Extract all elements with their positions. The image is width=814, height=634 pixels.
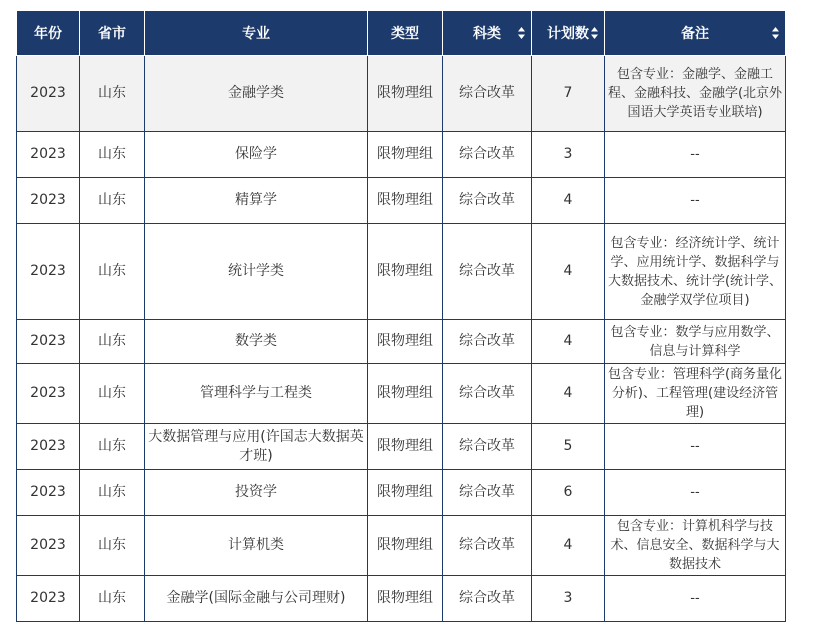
cell-province: 山东 xyxy=(80,224,145,320)
cell-category: 综合改革 xyxy=(443,132,532,178)
table-row xyxy=(17,178,786,224)
header-category-label: 科类 xyxy=(473,26,501,42)
cell-year: 2023 xyxy=(17,56,80,132)
cell-note: 包含专业：数学与应用数学、信息与计算科学 xyxy=(605,320,786,364)
cell-major: 投资学 xyxy=(145,470,368,516)
cell-province: 山东 xyxy=(80,424,145,470)
table-row xyxy=(17,224,786,320)
cell-type: 限物理组 xyxy=(368,576,443,622)
table-row xyxy=(17,470,786,516)
cell-province: 山东 xyxy=(80,178,145,224)
cell-note: 包含专业：计算机科学与技术、信息安全、数据科学与大数据技术 xyxy=(605,516,786,576)
cell-category: 综合改革 xyxy=(443,424,532,470)
cell-plan: 6 xyxy=(532,470,605,516)
header-plan[interactable] xyxy=(532,11,605,56)
cell-note: -- xyxy=(605,178,786,224)
cell-major: 计算机类 xyxy=(145,516,368,576)
cell-note: -- xyxy=(605,132,786,178)
cell-major: 精算学 xyxy=(145,178,368,224)
cell-type: 限物理组 xyxy=(368,56,443,132)
cell-type: 限物理组 xyxy=(368,364,443,424)
cell-major: 大数据管理与应用(许国志大数据英才班) xyxy=(145,424,368,470)
cell-year: 2023 xyxy=(17,132,80,178)
cell-year: 2023 xyxy=(17,424,80,470)
header-type-label: 类型 xyxy=(391,26,419,42)
cell-note: 包含专业：管理科学(商务量化分析)、工程管理(建设经济管理) xyxy=(605,364,786,424)
table-row xyxy=(17,424,786,470)
cell-note: 包含专业：金融学、金融工程、金融科技、金融学(北京外国语大学英语专业联培) xyxy=(605,56,786,132)
cell-type: 限物理组 xyxy=(368,470,443,516)
header-type xyxy=(368,11,443,56)
cell-type: 限物理组 xyxy=(368,516,443,576)
header-year-label: 年份 xyxy=(34,26,62,42)
cell-note: -- xyxy=(605,424,786,470)
cell-category: 综合改革 xyxy=(443,320,532,364)
header-plan-label: 计划数 xyxy=(547,26,589,42)
header-province xyxy=(80,11,145,56)
cell-major: 金融学类 xyxy=(145,56,368,132)
cell-type: 限物理组 xyxy=(368,178,443,224)
cell-plan: 4 xyxy=(532,224,605,320)
table-body xyxy=(17,56,786,622)
cell-year: 2023 xyxy=(17,516,80,576)
header-note-label: 备注 xyxy=(681,26,709,42)
cell-category: 综合改革 xyxy=(443,516,532,576)
cell-province: 山东 xyxy=(80,132,145,178)
sort-icon[interactable] xyxy=(772,27,779,39)
cell-plan: 3 xyxy=(532,576,605,622)
cell-province: 山东 xyxy=(80,576,145,622)
cell-plan: 4 xyxy=(532,364,605,424)
cell-major: 金融学(国际金融与公司理财) xyxy=(145,576,368,622)
cell-category: 综合改革 xyxy=(443,470,532,516)
cell-province: 山东 xyxy=(80,364,145,424)
cell-province: 山东 xyxy=(80,516,145,576)
sort-icon[interactable] xyxy=(591,27,598,39)
cell-major: 统计学类 xyxy=(145,224,368,320)
cell-year: 2023 xyxy=(17,320,80,364)
cell-note: -- xyxy=(605,470,786,516)
cell-plan: 5 xyxy=(532,424,605,470)
cell-plan: 3 xyxy=(532,132,605,178)
cell-note: 包含专业：经济统计学、统计学、应用统计学、数据科学与大数据技术、统计学(统计学、金融学双学位项目) xyxy=(605,224,786,320)
cell-category: 综合改革 xyxy=(443,576,532,622)
cell-major: 保险学 xyxy=(145,132,368,178)
table-row xyxy=(17,132,786,178)
table-row xyxy=(17,320,786,364)
cell-year: 2023 xyxy=(17,576,80,622)
sort-icon[interactable] xyxy=(518,27,525,39)
cell-plan: 4 xyxy=(532,516,605,576)
cell-note: -- xyxy=(605,576,786,622)
cell-category: 综合改革 xyxy=(443,178,532,224)
table-row xyxy=(17,576,786,622)
table-row xyxy=(17,516,786,576)
cell-plan: 4 xyxy=(532,178,605,224)
header-note[interactable] xyxy=(605,11,786,56)
cell-year: 2023 xyxy=(17,470,80,516)
table-row xyxy=(17,364,786,424)
cell-type: 限物理组 xyxy=(368,320,443,364)
cell-province: 山东 xyxy=(80,56,145,132)
table-header-row xyxy=(17,11,786,56)
cell-year: 2023 xyxy=(17,224,80,320)
cell-major: 数学类 xyxy=(145,320,368,364)
admission-plan-table-container xyxy=(16,10,786,622)
cell-type: 限物理组 xyxy=(368,132,443,178)
table-row xyxy=(17,56,786,132)
cell-category: 综合改革 xyxy=(443,224,532,320)
cell-province: 山东 xyxy=(80,320,145,364)
header-year xyxy=(17,11,80,56)
header-major xyxy=(145,11,368,56)
cell-category: 综合改革 xyxy=(443,364,532,424)
header-major-label: 专业 xyxy=(242,26,270,42)
header-category[interactable] xyxy=(443,11,532,56)
cell-year: 2023 xyxy=(17,178,80,224)
cell-major: 管理科学与工程类 xyxy=(145,364,368,424)
cell-year: 2023 xyxy=(17,364,80,424)
cell-plan: 7 xyxy=(532,56,605,132)
cell-category: 综合改革 xyxy=(443,56,532,132)
cell-type: 限物理组 xyxy=(368,224,443,320)
header-province-label: 省市 xyxy=(98,26,126,42)
admission-plan-table xyxy=(16,10,786,622)
cell-plan: 4 xyxy=(532,320,605,364)
cell-type: 限物理组 xyxy=(368,424,443,470)
cell-province: 山东 xyxy=(80,470,145,516)
